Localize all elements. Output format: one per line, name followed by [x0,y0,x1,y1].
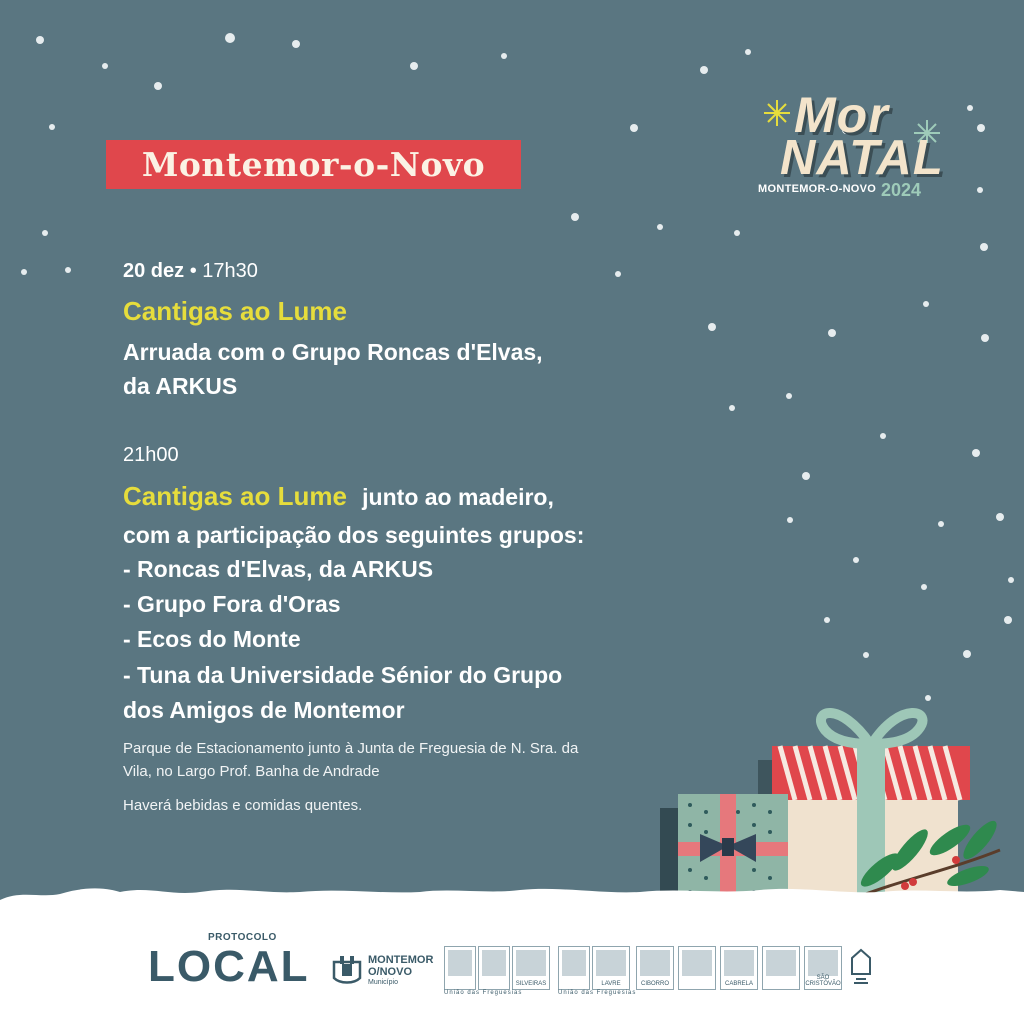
event2-time: 21h00 [123,444,179,466]
snowflake [630,124,638,132]
group-item: - Tuna da Universidade Sénior do Grupo [123,662,563,688]
snowflake [102,63,108,69]
association-logo [846,946,876,988]
snowflake [36,36,44,44]
snowflake [49,124,55,130]
parish-logo [592,946,630,990]
parish-label: LAVRE [601,981,621,987]
snowflake [981,334,989,342]
association-emblem-icon [846,946,876,988]
municipio-name [368,954,433,978]
event2-title: Cantigas ao Lume [123,481,347,511]
snowflake [154,82,162,90]
parish-logo [444,946,476,990]
town-badge-label: Montemor-o-Novo [141,145,486,184]
snowflake [824,617,830,623]
note: Haverá bebidas e comidas quentes. [123,797,363,814]
snowflake [700,66,708,74]
event1-line1: Arruada com o Grupo Roncas d'Elvas, [123,339,543,365]
snowflake [21,269,27,275]
snowflake [501,53,507,59]
snowflake [708,323,716,331]
snowflake [977,124,985,132]
snowflake [921,584,927,590]
union-label: União das Freguesias [444,990,523,996]
logo-mor: Mor [794,87,889,143]
event2-title-line [123,481,554,512]
snowflake [292,40,300,48]
snowflake [786,393,792,399]
group-item: - Ecos do Monte [123,626,301,652]
parish-logo [512,946,550,990]
snowflake [42,230,48,236]
event1-date: 20 dez [123,260,185,282]
snowflake [880,433,886,439]
snowflake [787,517,793,523]
union-label: União das Freguesias [558,990,637,996]
logo-natal: NATAL [780,131,944,185]
snowflake [657,224,663,230]
parish-logo [720,946,758,990]
snowflake [923,301,929,307]
protocolo-tag: PROTOCOLO [208,932,277,943]
municipio-name-1: MONTEMOR [368,954,434,966]
snowflake [745,49,751,55]
event1-title: Cantigas ao Lume [123,296,347,326]
snowflake [1008,577,1014,583]
snowflake [996,513,1004,521]
event2-title-suffix: junto ao madeiro, [362,484,554,510]
snowflake [734,230,740,236]
event1-date-line [123,260,258,283]
snowflake [571,213,579,221]
snowflake [729,405,735,411]
parish-logo [636,946,674,990]
snowflake [938,521,944,527]
snowflake [863,652,869,658]
snowflake [828,329,836,337]
mornatal-logo [756,87,956,212]
location-line2: Vila, no Largo Prof. Banha de Andrade [123,763,380,780]
snowflake [802,472,810,480]
logo-town: MONTEMOR-O-NOVO [758,183,877,195]
parish-logo [558,946,590,990]
municipio-sub: Município [368,979,398,986]
castle-icon [330,950,364,984]
parish-logo [678,946,716,990]
event1-separator: • [189,260,197,282]
location-line1: Parque de Estacionamento junto à Junta de Freguesia de N. Sra. da [123,740,579,757]
snowflake [972,449,980,457]
parish-logo [478,946,510,990]
protocolo-word: LOCAL [148,942,310,991]
parish-label: CIBORRO [640,981,669,987]
parish-label: SÃO CRISTÓVÃO [805,975,841,987]
snowflake [977,187,983,193]
group-item: dos Amigos de Montemor [123,697,405,723]
logo-year: 2024 [881,180,922,200]
event1-time: 17h30 [202,260,258,282]
group-item: - Roncas d'Elvas, da ARKUS [123,556,434,582]
snowflake [963,650,971,658]
parish-logo [804,946,842,990]
parish-label: CABRELA [724,981,753,987]
parish-logo [762,946,800,990]
snowflake [410,62,418,70]
snowflake [65,267,71,273]
sparkle-icon [762,98,792,128]
municipio-name-2: O/NOVO [368,966,413,978]
snowflake [1004,616,1012,624]
snowflake [967,105,973,111]
parish-label: SILVEIRAS [515,981,547,987]
snowflake [980,243,988,251]
group-item: - Grupo Fora d'Oras [123,591,341,617]
event1-line2: da ARKUS [123,373,238,399]
event2-line1: com a participação dos seguintes grupos: [123,522,585,548]
snowflake [853,557,859,563]
town-badge [106,140,521,189]
snowflake [225,33,235,43]
snowflake [615,271,621,277]
